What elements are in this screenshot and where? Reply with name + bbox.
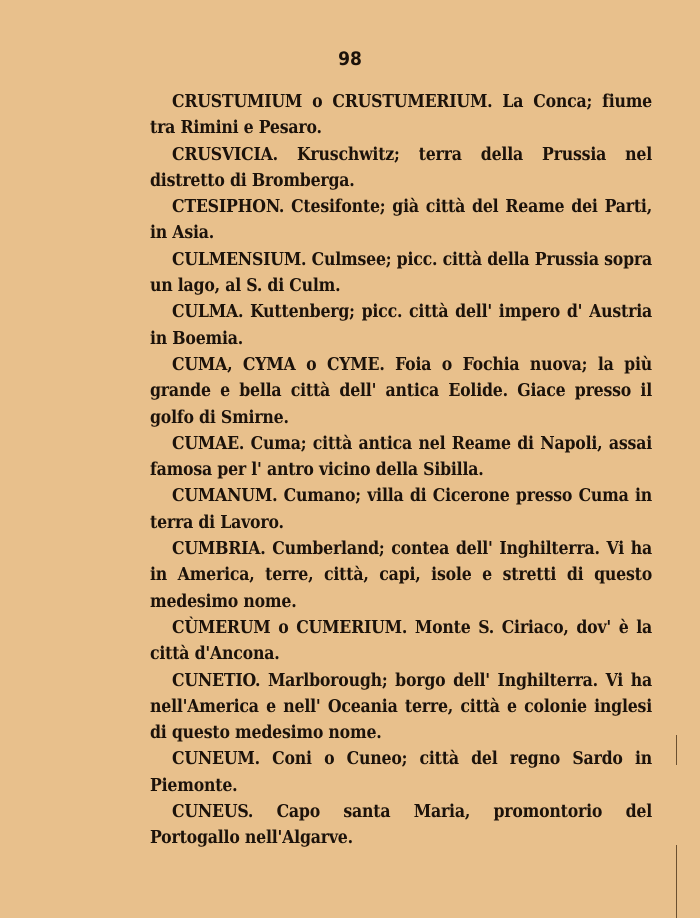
entry-cumerum: CÙMERUM o CUMERIUM. Monte S. Ciriaco, dov' è la città d'Ancona. [150, 617, 652, 665]
scan-edge-mark [676, 845, 677, 918]
entry-cumae: CUMAE. Cuma; città antica nel Reame di Napoli, assai famosa per l' antro vicino della Sibilla. [150, 433, 652, 481]
entry-cuma: CUMA, CYMA o CYME. Foia o Fochia nuova; la più grande e bella città dell' antica Eolide. Giace presso il golfo di Smirne. [150, 354, 652, 428]
entry-crusvicia: CRUSVICIA. Kruschwitz; terra della Prussia nel distretto di Bromberga. [150, 144, 652, 191]
entry-cunetio: CUNETIO. Marlborough; borgo dell' Inghilterra. Vi ha nell'America e nell' Oceania terre, città e colonie inglesi di questo medesimo nome. [150, 670, 652, 744]
entry-cuneum: CUNEUM. Coni o Cuneo; città del regno Sardo in Piemonte. [150, 749, 652, 796]
entry-cumbria: CUMBRIA. Cumberland; contea dell' Inghilterra. Vi ha in America, terre, città, capi, isole e stretti di questo medesimo nome. [150, 539, 652, 612]
entry-crustumium: CRUSTUMIUM o CRUSTUMERIUM. La Conca; fiume tra Rimini e Pesaro. [150, 92, 652, 139]
entry-cumanum: CUMANUM. Cumano; villa di Cicerone presso Cuma in terra di Lavoro. [150, 486, 652, 533]
scan-edge-mark [676, 735, 677, 765]
dictionary-entries [150, 89, 652, 852]
entry-culmensium: CULMENSIUM. Culmsee; picc. città della Prussia sopra un lago, al S. di Culm. [150, 249, 652, 297]
entry-ctesiphon: CTESIPHON. Ctesifonte; già città del Reame dei Parti, in Asia. [150, 197, 652, 244]
entry-culma: CULMA. Kuttenberg; picc. città dell' impero d' Austria in Boemia. [150, 302, 652, 349]
page-number: 98 [338, 48, 362, 70]
entry-cuneus: CUNEUS. Capo santa Maria, promontorio del Portogallo nell'Algarve. [150, 802, 652, 849]
